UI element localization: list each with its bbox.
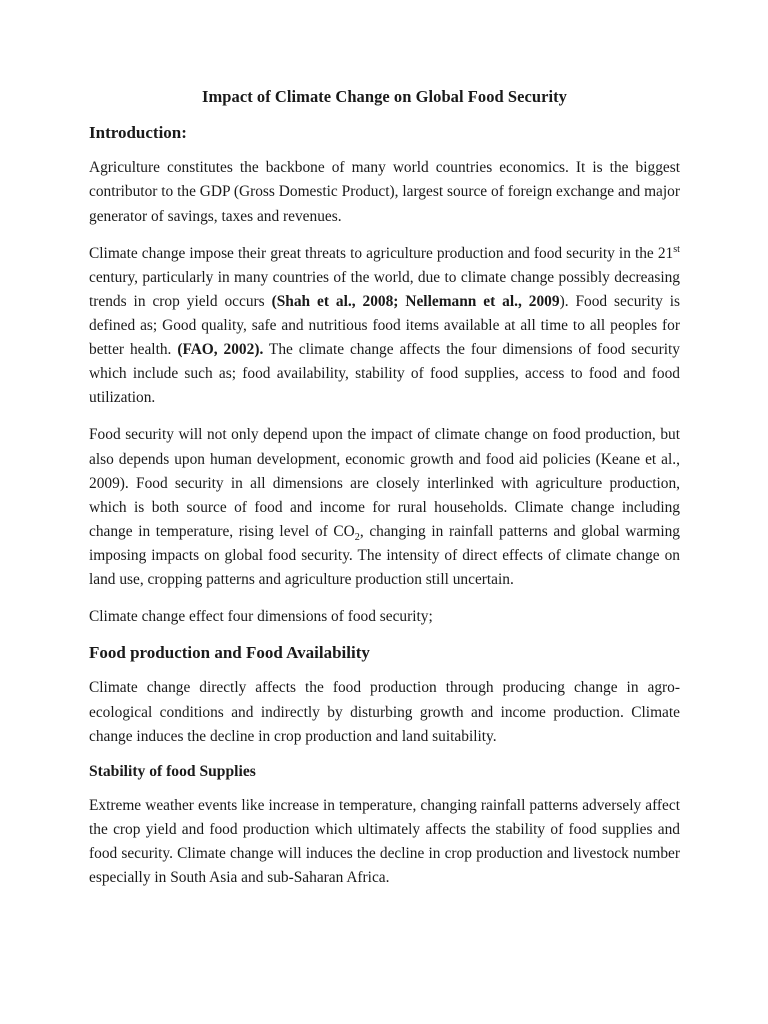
- paragraph-text: Agriculture constitutes the backbone of many world countries economics. It is the biggest contributor to the GDP (Gross Domestic Product), largest source of foreign exchange and major generator of savings, taxes and revenues.: [89, 159, 680, 225]
- page-title: Impact of Climate Change on Global Food Security: [202, 87, 567, 106]
- citation-shah-nellemann: (Shah et al., 2008; Nellemann et al., 2009: [271, 292, 560, 310]
- paragraph-climate-threats: [89, 242, 680, 411]
- paragraph-text-part: Food security will not only depend upon the impact of climate change on food production, but also depends upon human development, economic growth and food aid policies (Keane et al., 2009). Food security in all dimensions are closely interlinked with agriculture production, which is both source of food and income for rural households. Climate change including change in temperature, rising level of CO: [89, 426, 680, 540]
- paragraph-agriculture-backbone: [89, 156, 680, 228]
- section-heading-food-production: Food production and Food Availability: [89, 643, 370, 663]
- paragraph-text: Climate change effect four dimensions of food security;: [89, 608, 433, 626]
- paragraph-four-dimensions-intro: [89, 605, 680, 629]
- paragraph-text: Extreme weather events like increase in temperature, changing rainfall patterns adversely affect the crop yield and food production which ultimately affects the stability of food supplies and food security. Climate change will induces the decline in crop production and livestock number especially in South Asia and sub-Saharan Africa.: [89, 797, 680, 887]
- paragraph-extreme-weather-events: [89, 794, 680, 890]
- section-heading-stability-food-supplies: Stability of food Supplies: [89, 762, 256, 780]
- superscript-ordinal: st: [673, 243, 680, 255]
- paragraph-text-part: ). Food security is defined as; Good quality, safe and nutritious food items available at all time to all peoples for better health.: [89, 292, 680, 359]
- paragraph-text-part: Climate change impose their great threats to agriculture production and food security in the 21: [89, 244, 674, 262]
- paragraph-food-security-depends: [89, 423, 680, 592]
- paragraph-text-part: , changing in rainfall patterns and global warming imposing impacts on global food security. The intensity of direct effects of climate change on land use, cropping patterns and agriculture production still uncertain.: [89, 522, 680, 589]
- paragraph-text-part: century, particularly in many countries of the world, due to climate change possibly decreasing trends in crop yield occurs: [89, 268, 680, 310]
- paragraph-text-part: The climate change affects the four dimensions of food security which include such as; food availability, stability of food supplies, access to food and food utilization.: [89, 341, 680, 407]
- paragraph-food-production-effects: [89, 676, 680, 748]
- section-heading-introduction: Introduction:: [89, 123, 187, 143]
- paragraph-text: Climate change directly affects the food production through producing change in agro-ecological conditions and indirectly by disturbing growth and income production. Climate change induces the decline in crop production and land suitability.: [89, 679, 680, 745]
- citation-fao: (FAO, 2002).: [177, 341, 264, 359]
- subscript-co2: 2: [354, 531, 360, 543]
- document-content: [89, 86, 680, 903]
